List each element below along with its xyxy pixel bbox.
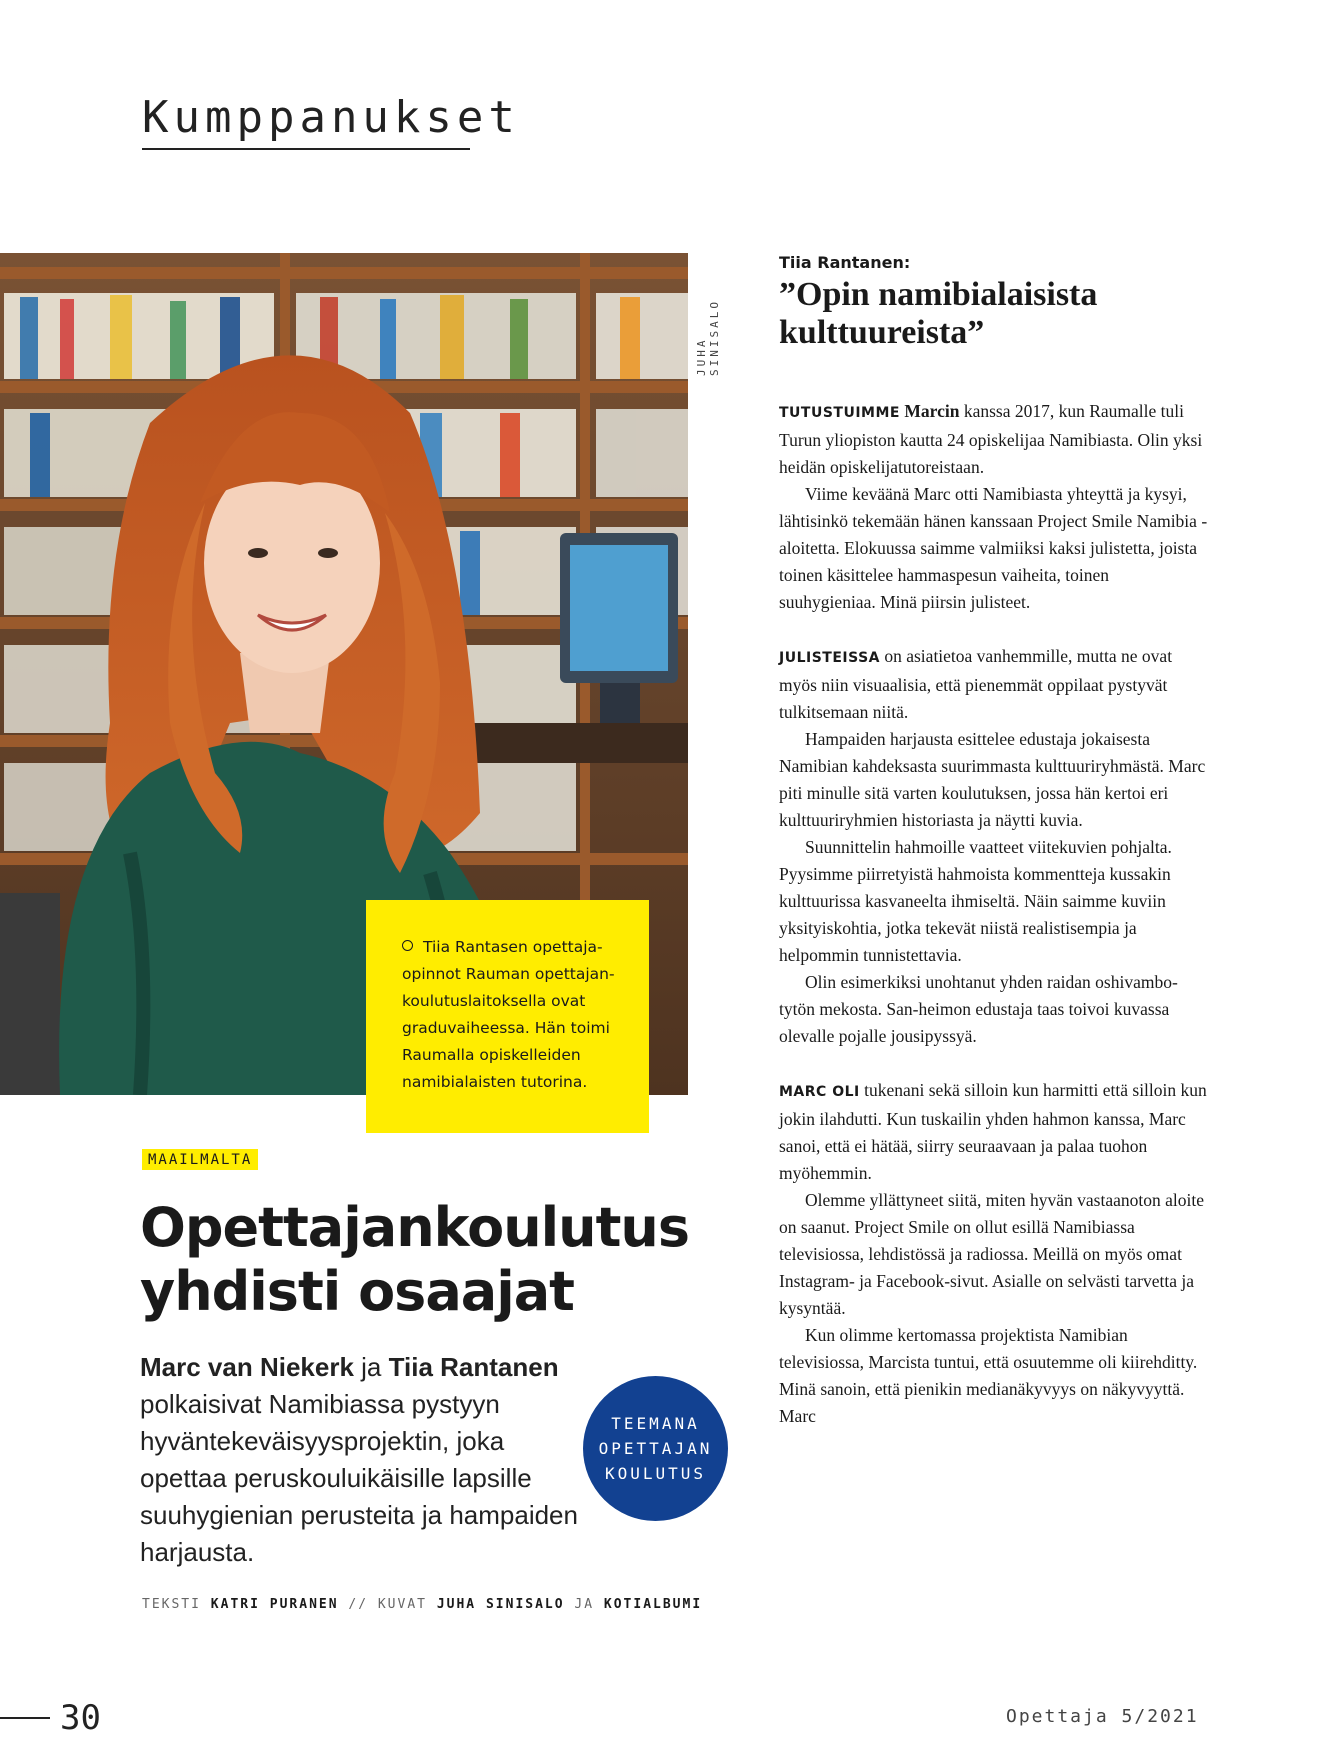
byline-photos-label: // KUVAT [338, 1597, 437, 1612]
article-headline [140, 1196, 710, 1324]
interviewee-name: Tiia Rantanen: [779, 253, 911, 272]
interview-column [779, 253, 1209, 1430]
paragraph-lead-caps: JULISTEISSA [779, 650, 880, 666]
photo-credit: JUHA SINISALO [695, 299, 721, 376]
issue-info: Opettaja 5/2021 [1006, 1706, 1199, 1727]
interview-paragraph-9: Kun olimme kertomassa projektista Namibian televisiossa, Marcista tuntui, että osuutemme oli kiirehditty. Minä sanoin, että pienikin medianäkyvyys on näkyvyyttä. Marc [779, 1325, 1198, 1426]
headline-line-1: Opettajankoulutus [140, 1196, 689, 1259]
theme-badge [583, 1376, 728, 1521]
byline-text-label: TEKSTI [142, 1597, 211, 1612]
interview-paragraph-6: Olin esimerkiksi unohtanut yhden raidan oshivambo-tytön mekosta. San-heimon edustaja taas toivoi kuvassa olevalle pojalle jousipyssyä. [779, 972, 1178, 1046]
article-lead [140, 1349, 580, 1571]
byline [142, 1597, 702, 1612]
byline-author: KATRI PURANEN [210, 1597, 339, 1612]
paragraph-bold-name: Marcin [899, 401, 960, 421]
interview-quote-title: ”Opin namibialaisista kulttuureista” [779, 276, 1098, 351]
interview-paragraph-4: Hampaiden harjausta esittelee edustaja jokaisesta Namibian kahdeksasta suurimmasta kulttuuriryhmästä. Marc piti minulle sitä varten koulutuksen, jossa hän kertoi eri kulttuuriryhmien historiasta ja näytti kuvia. [779, 729, 1206, 830]
caption-bullet-icon [402, 940, 413, 951]
byline-and: JA [564, 1597, 604, 1612]
section-title: Kumppanukset [142, 92, 520, 143]
headline-line-2: yhdisti osaajat [140, 1260, 574, 1323]
paragraph-lead-caps: MARC OLI [779, 1084, 860, 1100]
category-tag: MAAILMALTA [142, 1149, 258, 1170]
page-number: 30 [60, 1698, 101, 1738]
lead-text: polkaisivat Namibiassa pystyyn hyväntekeväisyysprojektin, joka opettaa peruskouluikäisille lapsille suuhygienian perusteita ja hampaiden harjausta. [140, 1389, 578, 1567]
lead-and: ja [353, 1352, 389, 1382]
interview-paragraph-8: Olemme yllättyneet siitä, miten hyvän vastaanoton aloite on saanut. Project Smile on ollut esillä Namibiassa televisiossa, lehdistössä ja radiossa. Meillä on myös omat Instagram- ja Facebook-sivut. Asialle on selvästi tarvetta ja kysyntää. [779, 1190, 1204, 1318]
interview-paragraph-7 [779, 1077, 1209, 1187]
theme-badge-line-1: TEEMANA [611, 1414, 700, 1433]
photo-caption-text: Tiia Rantasen opettaja-opinnot Rauman opettajan-koulutuslaitoksella ovat graduvaiheessa. Hän toimi Raumalla opiskelleiden namibialaisten tutorina. [402, 938, 615, 1091]
interview-paragraph-2: Viime keväänä Marc otti Namibiasta yhteyttä ja kysyi, lähtisinkö tekemään hänen kanssaan Project Smile Namibia -aloitetta. Elokuussa saimme valmiiksi kaksi julistetta, joista toinen käsittelee hammaspesun vaiheita, toinen suuhygieniaa. Minä piirsin julisteet. [779, 484, 1208, 612]
paragraph-text: on asiatietoa vanhemmille, mutta ne ovat myös niin visuaalisia, että pienemmät oppilaat pystyvät tulkitsemaan niitä. [779, 646, 1173, 722]
paragraph-text: tukenani sekä silloin kun harmitti että silloin kun jokin ilahdutti. Kun tuskailin yhden hahmon kanssa, Marc sanoi, että ei hätää, siirry seuraavaan ja palaa tuohon myöhemmin. [779, 1080, 1207, 1183]
theme-badge-line-2: OPETTAJAN [598, 1439, 713, 1458]
theme-badge-line-3: KOULUTUS [604, 1464, 707, 1483]
byline-photographer-2: KOTIALBUMI [603, 1597, 703, 1612]
photo-caption-box [366, 900, 649, 1133]
lead-name-1: Marc van Niekerk [140, 1352, 354, 1382]
page-number-rule [0, 1717, 50, 1719]
paragraph-text: kanssa 2017, kun Raumalle tuli Turun yliopiston kautta 24 opiskelijaa Namibiasta. Olin yksi heidän opiskelijatutoreistaan. [779, 401, 1203, 477]
interview-paragraph-1 [779, 398, 1209, 481]
lead-name-2: Tiia Rantanen [388, 1352, 559, 1382]
paragraph-lead-caps: TUTUSTUIMME [779, 405, 900, 421]
byline-photographer-1: JUHA SINISALO [436, 1597, 565, 1612]
interview-paragraph-5: Suunnittelin hahmoille vaatteet viitekuvien pohjalta. Pyysimme piirretyistä hahmoista kommentteja kussakin kulttuurissa kasvaneelta ihmiseltä. Näin saimme kuviin yksityiskohtia, jotka tekevät niistä realistisempia ja helpommin tunnistettavia. [779, 837, 1172, 965]
photo-caption [402, 934, 619, 1096]
interview-paragraph-3 [779, 643, 1209, 726]
section-title-underline [142, 148, 470, 150]
